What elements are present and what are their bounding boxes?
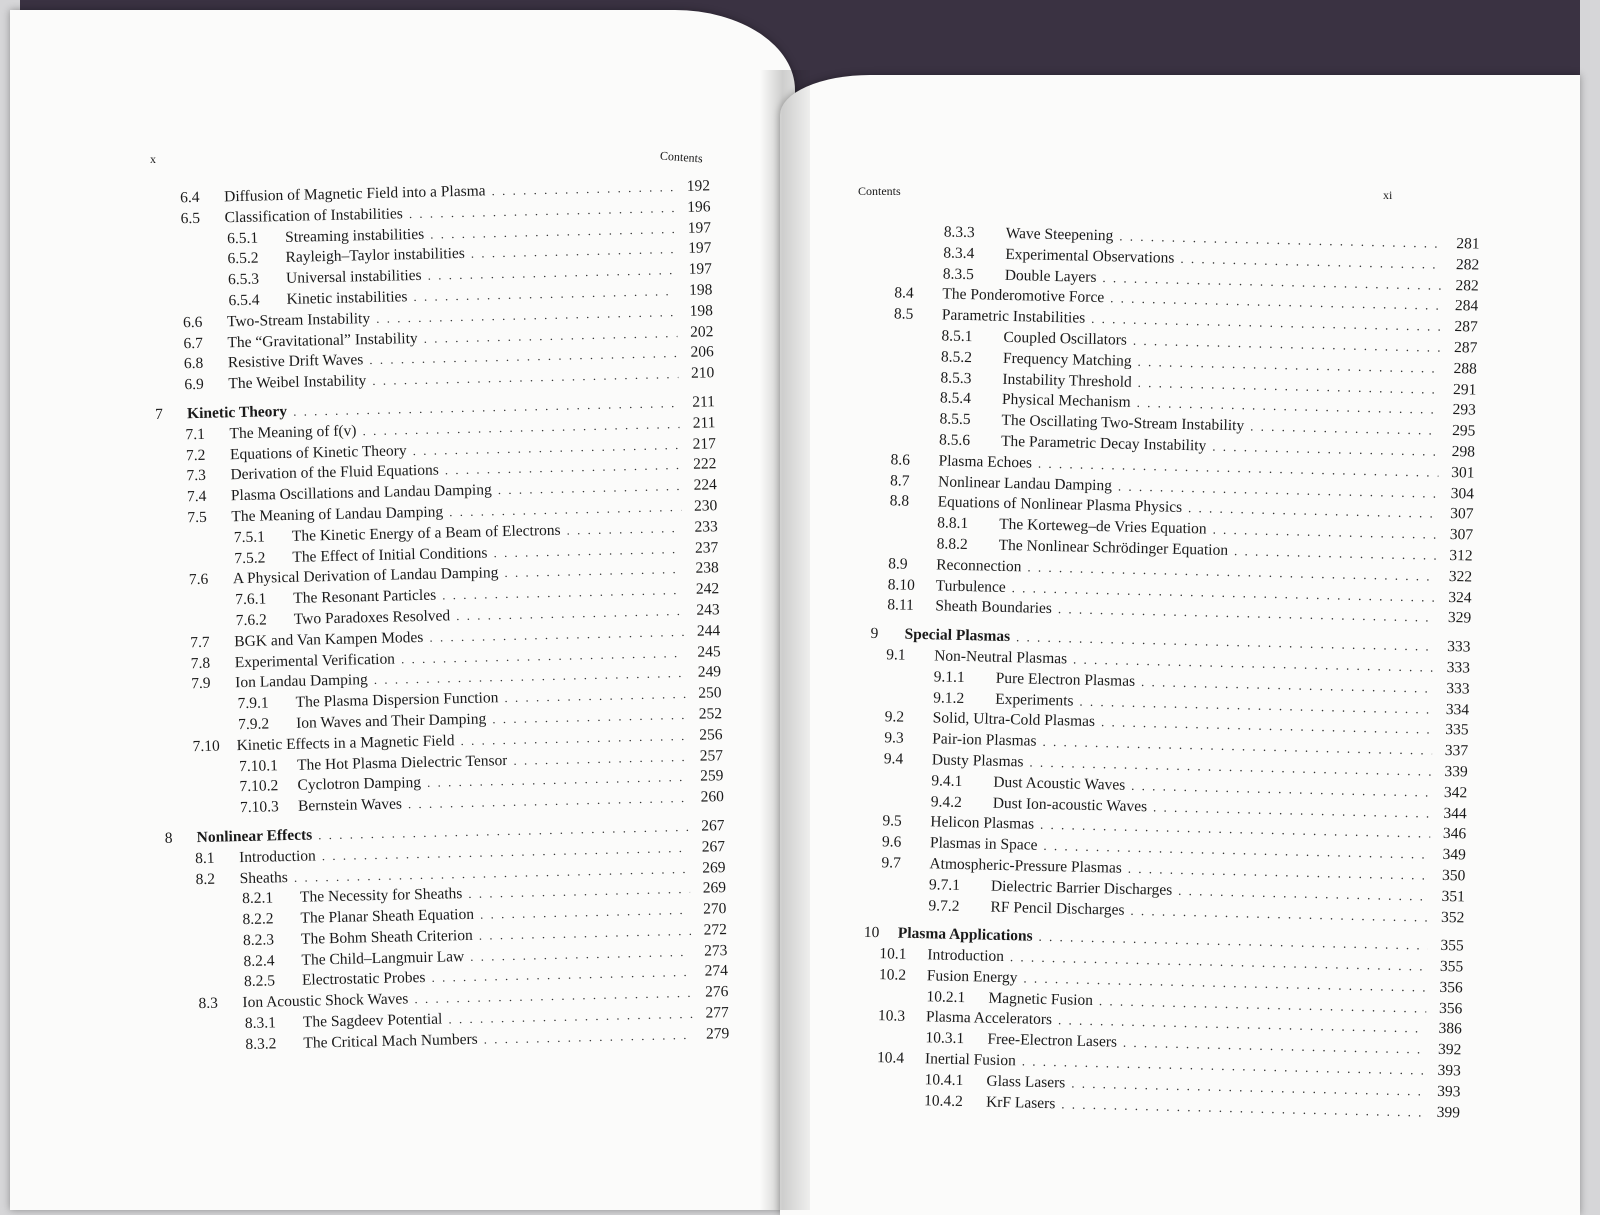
dot-leader xyxy=(1178,883,1429,905)
toc-number: 6.8 xyxy=(183,355,204,373)
toc-number: 6.6 xyxy=(182,313,203,332)
toc-page-number: 196 xyxy=(687,198,711,216)
right-running-head: Contents xyxy=(858,184,901,198)
toc-number: 8 xyxy=(164,829,173,847)
left-running-head: Contents xyxy=(659,148,704,166)
toc-title: The Resonant Particles xyxy=(293,586,437,607)
toc-number: 6.4 xyxy=(179,188,200,207)
toc-title: The Kinetic Energy of a Beam of Electrons xyxy=(291,521,561,545)
toc-number: 6.5.2 xyxy=(227,249,259,268)
toc-number: 9.6 xyxy=(881,833,902,851)
toc-title: The Korteweg–de Vries Equation xyxy=(998,515,1207,538)
toc-page-number: 257 xyxy=(699,746,724,765)
dot-leader xyxy=(431,964,692,986)
toc-page-number: 282 xyxy=(1455,255,1480,274)
toc-number: 6.5.1 xyxy=(226,229,259,247)
dot-leader xyxy=(470,944,692,965)
toc-page-number: 233 xyxy=(694,517,718,536)
toc-page-number: 355 xyxy=(1439,957,1464,976)
toc-title: The Ponderomotive Force xyxy=(942,285,1105,307)
toc-page-number: 272 xyxy=(703,920,728,939)
toc-number: 10.2.1 xyxy=(926,987,966,1006)
toc-number: 10.2 xyxy=(878,966,907,984)
toc-number: 8.3.2 xyxy=(245,1035,277,1053)
toc-page-number: 293 xyxy=(1452,401,1477,419)
dot-leader xyxy=(491,179,674,199)
toc-title: The Plasma Dispersion Function xyxy=(295,689,499,711)
toc-number: 10 xyxy=(863,924,880,942)
dot-leader xyxy=(413,283,676,305)
toc-number: 9.4.2 xyxy=(930,792,963,811)
toc-page-number: 211 xyxy=(692,393,716,411)
toc-page-number: 322 xyxy=(1448,567,1473,586)
toc-page-number: 282 xyxy=(1455,276,1479,295)
toc-number: 10.3.1 xyxy=(925,1029,965,1048)
toc-title: Dust Ion-acoustic Waves xyxy=(992,794,1148,815)
toc-page-number: 279 xyxy=(705,1024,730,1043)
toc-page-number: 329 xyxy=(1447,609,1472,627)
dot-leader xyxy=(1250,419,1440,439)
dot-leader xyxy=(471,241,676,262)
toc-page-number: 284 xyxy=(1454,297,1479,315)
toc-page-number: 339 xyxy=(1444,762,1468,781)
toc-number: 10.4 xyxy=(876,1049,905,1067)
toc-number: 8.5 xyxy=(893,305,914,323)
toc-page-number: 217 xyxy=(692,434,717,453)
toc-page-number: 333 xyxy=(1446,679,1470,698)
toc-title: Introduction xyxy=(927,946,1005,966)
toc-title: The Meaning of f(v) xyxy=(229,422,357,443)
dot-leader xyxy=(430,221,675,243)
toc-page-number: 237 xyxy=(694,538,719,557)
toc-page-number: 392 xyxy=(1437,1041,1462,1059)
toc-page-number: 273 xyxy=(703,941,728,960)
toc-title: Sheath Boundaries xyxy=(935,597,1053,618)
dot-leader xyxy=(566,520,682,539)
toc-title: Plasma Accelerators xyxy=(925,1008,1053,1029)
toc-page-number: 197 xyxy=(687,218,712,237)
toc-number: 6.5 xyxy=(180,209,201,228)
toc-title: Classification of Instabilities xyxy=(224,205,404,227)
toc-title: Streaming instabilities xyxy=(284,225,425,246)
toc-page-number: 249 xyxy=(697,663,722,682)
toc-title: Equations of Kinetic Theory xyxy=(229,441,407,463)
toc-title: Plasma Applications xyxy=(897,924,1033,945)
toc-number: 9.4 xyxy=(883,750,904,768)
toc-number: 7.9 xyxy=(191,675,211,693)
toc-number: 7.6.1 xyxy=(235,590,267,609)
toc-title: Pair-ion Plasmas xyxy=(932,730,1037,750)
dot-leader xyxy=(442,582,683,603)
toc-number: 8.11 xyxy=(887,596,915,615)
toc-number: 8.2.4 xyxy=(243,952,275,970)
toc-number: 8.9 xyxy=(888,555,908,573)
toc-title: Free-Electron Lasers xyxy=(987,1030,1118,1051)
toc-title: Wave Steepening xyxy=(1005,224,1114,245)
toc-title: Experiments xyxy=(995,690,1074,710)
dot-leader xyxy=(480,902,691,923)
toc-page-number: 287 xyxy=(1454,318,1478,336)
toc-page-number: 288 xyxy=(1453,359,1478,378)
toc-page-number: 342 xyxy=(1443,783,1468,802)
toc-number: 7.5 xyxy=(187,508,208,527)
toc-title: Physical Mechanism xyxy=(1001,391,1131,412)
toc-number: 8.8 xyxy=(889,492,910,511)
toc-title: Resistive Drift Waves xyxy=(227,351,364,372)
toc-page-number: 333 xyxy=(1446,658,1471,677)
toc-number: 7.7 xyxy=(190,633,210,651)
toc-number: 9.7 xyxy=(881,854,902,872)
toc-page-number: 198 xyxy=(688,281,713,299)
toc-number: 6.7 xyxy=(183,334,204,352)
toc-number: 7.10.2 xyxy=(239,777,279,796)
toc-title: Instability Threshold xyxy=(1002,370,1132,391)
toc-page-number: 355 xyxy=(1440,937,1464,955)
toc-title: Experimental Verification xyxy=(234,650,396,671)
toc-page-number: 350 xyxy=(1441,866,1466,885)
dot-leader xyxy=(513,748,687,768)
toc-page-number: 243 xyxy=(696,601,720,619)
dot-leader xyxy=(448,1006,693,1028)
toc-title: Introduction xyxy=(238,847,316,866)
toc-page-number: 344 xyxy=(1443,804,1467,822)
toc-number: 8.3.1 xyxy=(244,1014,277,1033)
toc-title: Dust Acoustic Waves xyxy=(993,773,1126,794)
dot-leader xyxy=(412,437,680,459)
toc-title: Glass Lasers xyxy=(986,1072,1066,1092)
toc-title: Dusty Plasmas xyxy=(931,751,1024,771)
toc-number: 8.2.1 xyxy=(241,889,274,908)
toc-number: 8.5.3 xyxy=(940,368,972,387)
dot-leader xyxy=(429,624,684,646)
dot-leader xyxy=(424,325,678,347)
book-gutter xyxy=(760,70,810,1210)
toc-number: 8.4 xyxy=(894,284,914,303)
toc-title: Atmospheric-Pressure Plasmas xyxy=(929,855,1123,877)
toc-page-number: 244 xyxy=(696,621,721,640)
toc-title: Sheaths xyxy=(239,868,289,887)
toc-page-number: 197 xyxy=(688,260,713,278)
toc-title: Helicon Plasmas xyxy=(930,813,1035,833)
toc-number: 8.8.1 xyxy=(936,514,969,533)
toc-title: Pure Electron Plasmas xyxy=(995,669,1136,690)
toc-number: 9.7.1 xyxy=(928,875,961,894)
toc-number: 7.5.2 xyxy=(234,549,266,567)
toc-number: 8.2 xyxy=(195,870,216,888)
left-toc xyxy=(150,177,730,1058)
dot-leader xyxy=(504,561,683,581)
dot-leader xyxy=(504,686,686,706)
toc-number: 6.5.4 xyxy=(228,291,260,310)
toc-number: 8.3.5 xyxy=(942,265,975,283)
toc-title: RF Pencil Discharges xyxy=(990,898,1125,919)
toc-number: 8.5.1 xyxy=(941,327,973,346)
dot-leader xyxy=(1212,439,1439,460)
toc-page-number: 307 xyxy=(1449,526,1474,544)
toc-title: Equations of Nonlinear Plasma Physics xyxy=(937,493,1183,517)
toc-page-number: 351 xyxy=(1441,887,1466,906)
toc-page-number: 304 xyxy=(1450,484,1475,503)
toc-page-number: 295 xyxy=(1451,422,1476,440)
toc-title: A Physical Derivation of Landau Damping xyxy=(232,564,499,588)
toc-number: 7.9.1 xyxy=(237,694,269,713)
toc-title: Experimental Observations xyxy=(1005,245,1175,267)
toc-title: Kinetic Theory xyxy=(186,402,288,423)
toc-page-number: 287 xyxy=(1453,339,1478,357)
toc-title: The Parametric Decay Instability xyxy=(1000,432,1207,455)
toc-page-number: 211 xyxy=(692,413,716,432)
toc-title: Kinetic Effects in a Magnetic Field xyxy=(236,731,455,754)
toc-title: The “Gravitational” Instability xyxy=(227,329,418,351)
toc-title: The Nonlinear Schrödinger Equation xyxy=(998,536,1229,559)
dot-leader xyxy=(493,541,682,561)
toc-title: Two Paradoxes Resolved xyxy=(293,607,451,628)
toc-page-number: 356 xyxy=(1439,978,1463,997)
dot-leader xyxy=(484,1027,694,1048)
toc-page-number: 393 xyxy=(1436,1082,1461,1101)
toc-number: 7 xyxy=(154,405,164,423)
toc-page-number: 210 xyxy=(690,364,715,382)
toc-number: 9.1 xyxy=(885,646,906,664)
toc-page-number: 238 xyxy=(695,559,719,578)
toc-number: 8.5.6 xyxy=(938,431,971,450)
toc-number: 8.1 xyxy=(194,849,215,867)
toc-page-number: 230 xyxy=(693,497,718,515)
toc-page-number: 222 xyxy=(692,455,717,474)
toc-title: Diffusion of Magnetic Field into a Plasma xyxy=(223,182,486,206)
toc-title: Ion Landau Damping xyxy=(235,671,368,692)
toc-page-number: 198 xyxy=(689,302,714,320)
toc-number: 7.1 xyxy=(185,425,206,444)
toc-page-number: 349 xyxy=(1442,846,1466,864)
toc-title: Fusion Energy xyxy=(926,967,1018,987)
toc-number: 7.8 xyxy=(190,654,211,672)
toc-title: Reconnection xyxy=(936,556,1022,576)
toc-number: 8.2.2 xyxy=(242,910,274,929)
toc-page-number: 356 xyxy=(1438,999,1463,1018)
toc-number: 10.3 xyxy=(877,1007,906,1026)
toc-title: The Oscillating Two-Stream Instability xyxy=(1001,411,1245,435)
toc-number: 10.4.1 xyxy=(924,1071,964,1089)
dot-leader xyxy=(479,923,692,944)
toc-title: Magnetic Fusion xyxy=(988,989,1094,1009)
toc-number: 8.2.5 xyxy=(243,972,276,991)
toc-page-number: 259 xyxy=(700,767,724,785)
toc-page-number: 337 xyxy=(1444,742,1469,760)
dot-leader xyxy=(1188,500,1438,522)
toc-number: 8.5.2 xyxy=(940,348,973,366)
toc-number: 9.7.2 xyxy=(928,896,960,915)
toc-number: 10.4.2 xyxy=(923,1091,964,1110)
toc-title: Frequency Matching xyxy=(1002,349,1132,370)
toc-page-number: 192 xyxy=(686,177,711,195)
dot-leader xyxy=(427,769,688,791)
dot-leader xyxy=(1180,251,1443,273)
toc-title: The Planar Sheath Equation xyxy=(300,905,475,927)
toc-number: 8.3.4 xyxy=(943,244,975,262)
toc-page-number: 252 xyxy=(698,705,723,723)
toc-number: 9.1.2 xyxy=(933,688,965,707)
dot-leader xyxy=(409,200,675,222)
toc-title: Plasmas in Space xyxy=(929,834,1038,854)
toc-title: Parametric Instabilities xyxy=(941,306,1086,327)
toc-number: 7.10.1 xyxy=(238,756,279,775)
toc-number: 7.4 xyxy=(186,487,207,506)
toc-title: Special Plasmas xyxy=(904,625,1011,646)
toc-page-number: 399 xyxy=(1436,1103,1461,1122)
toc-number: 6.5.3 xyxy=(227,270,260,289)
toc-title: Plasma Oscillations and Landau Damping xyxy=(230,481,492,505)
toc-number: 9.5 xyxy=(882,812,902,830)
toc-title: Ion Acoustic Shock Waves xyxy=(242,990,409,1012)
toc-page-number: 260 xyxy=(700,788,725,806)
right-page-number: xi xyxy=(1383,188,1393,202)
dot-leader xyxy=(1234,543,1437,564)
toc-page-number: 270 xyxy=(703,900,727,918)
toc-number: 9 xyxy=(870,625,879,643)
toc-page-number: 276 xyxy=(704,983,729,1001)
toc-page-number: 334 xyxy=(1445,700,1470,719)
toc-page-number: 333 xyxy=(1447,638,1471,656)
toc-number: 10.1 xyxy=(879,945,907,963)
toc-number: 7.3 xyxy=(186,467,207,485)
toc-page-number: 250 xyxy=(698,684,722,702)
dot-leader xyxy=(492,707,686,727)
toc-title: Nonlinear Landau Damping xyxy=(937,472,1113,494)
toc-title: Ion Waves and Their Damping xyxy=(295,710,487,732)
toc-title: The Critical Mach Numbers xyxy=(303,1030,478,1052)
toc-title: Universal instabilities xyxy=(285,267,422,288)
toc-title: Coupled Oscillators xyxy=(1003,328,1128,349)
dot-leader xyxy=(468,881,690,902)
toc-title: Double Layers xyxy=(1004,266,1097,286)
toc-number: 7.6 xyxy=(188,571,209,589)
toc-page-number: 206 xyxy=(690,343,715,362)
toc-page-number: 324 xyxy=(1448,588,1472,607)
toc-number: 7.5.1 xyxy=(233,528,266,546)
toc-number: 8.6 xyxy=(890,451,911,469)
toc-page-number: 335 xyxy=(1445,721,1469,739)
toc-page-number: 197 xyxy=(688,239,712,258)
right-toc xyxy=(860,222,1480,1125)
toc-number: 8.10 xyxy=(887,575,916,594)
toc-title: The Child–Langmuir Law xyxy=(301,947,465,969)
toc-title: The Meaning of Landau Damping xyxy=(231,503,444,526)
dot-leader xyxy=(1212,522,1437,543)
toc-title: BGK and Van Kampen Modes xyxy=(234,628,424,650)
toc-page-number: 386 xyxy=(1438,1020,1463,1038)
toc-number: 8.3.3 xyxy=(943,223,975,242)
toc-number: 8.3 xyxy=(198,994,219,1013)
toc-page-number: 277 xyxy=(705,1004,730,1022)
toc-page-number: 301 xyxy=(1451,463,1475,482)
toc-number: 8.7 xyxy=(889,471,910,490)
dot-leader xyxy=(449,499,682,520)
toc-title: KrF Lasers xyxy=(985,1093,1056,1112)
toc-page-number: 224 xyxy=(693,476,718,494)
left-page-number: x xyxy=(150,152,156,166)
toc-number: 6.9 xyxy=(184,376,204,394)
dot-leader xyxy=(456,603,684,624)
toc-title: Cyclotron Damping xyxy=(297,774,422,795)
toc-title: Rayleigh–Taylor instabilities xyxy=(285,245,466,267)
toc-page-number: 291 xyxy=(1452,380,1477,399)
toc-title: Electrostatic Probes xyxy=(301,969,426,990)
toc-title: The Hot Plasma Dielectric Tensor xyxy=(296,751,508,774)
toc-number: 8.5.4 xyxy=(939,389,972,408)
toc-number: 9.3 xyxy=(884,729,904,747)
toc-title: Bernstein Waves xyxy=(297,795,403,815)
toc-number: 7.2 xyxy=(185,446,206,464)
toc-number: 7.9.2 xyxy=(237,715,270,734)
toc-page-number: 393 xyxy=(1437,1061,1462,1080)
toc-page-number: 202 xyxy=(689,322,714,341)
toc-number: 7.10 xyxy=(192,737,220,755)
toc-page-number: 281 xyxy=(1456,235,1480,253)
toc-page-number: 267 xyxy=(701,837,726,856)
dot-leader xyxy=(427,262,676,284)
dot-leader xyxy=(498,478,681,498)
toc-title: Derivation of the Fluid Equations xyxy=(230,461,439,484)
toc-title: The Effect of Initial Conditions xyxy=(292,543,488,566)
toc-page-number: 256 xyxy=(699,725,723,744)
toc-number: 8.8.2 xyxy=(936,535,968,554)
toc-page-number: 352 xyxy=(1440,908,1465,926)
toc-number: 9.1.1 xyxy=(933,668,965,686)
toc-title: Kinetic instabilities xyxy=(286,288,408,308)
toc-title: Two-Stream Instability xyxy=(226,309,371,331)
toc-page-number: 269 xyxy=(702,858,726,877)
toc-page-number: 312 xyxy=(1449,546,1473,565)
toc-title: Dielectric Barrier Discharges xyxy=(990,877,1173,899)
toc-page-number: 274 xyxy=(704,962,729,981)
toc-title: Turbulence xyxy=(935,576,1006,596)
toc-number: 9.4.1 xyxy=(931,772,963,790)
toc-title: Solid, Ultra-Cold Plasmas xyxy=(932,709,1096,731)
toc-page-number: 269 xyxy=(702,879,727,897)
toc-number: 7.10.3 xyxy=(239,798,279,817)
toc-title: Plasma Echoes xyxy=(938,452,1033,472)
toc-page-number: 307 xyxy=(1450,505,1474,523)
toc-number: 9.2 xyxy=(884,708,905,727)
toc-number: 8.2.3 xyxy=(242,931,275,949)
dot-leader xyxy=(445,457,681,478)
toc-title: The Sagdeev Potential xyxy=(302,1010,443,1031)
toc-page-number: 298 xyxy=(1451,443,1476,461)
toc-title: Non-Neutral Plasmas xyxy=(933,647,1068,668)
dot-leader xyxy=(460,728,686,749)
toc-page-number: 245 xyxy=(697,642,721,661)
toc-number: 8.5.5 xyxy=(939,410,971,429)
toc-number: 7.6.2 xyxy=(235,611,267,630)
toc-page-number: 242 xyxy=(695,580,720,598)
toc-page-number: 267 xyxy=(701,817,725,835)
toc-title: Nonlinear Effects xyxy=(196,826,313,847)
toc-title: Inertial Fusion xyxy=(924,1050,1017,1070)
toc-title: The Weibel Instability xyxy=(228,372,367,393)
toc-title: The Necessity for Sheaths xyxy=(299,885,463,907)
toc-page-number: 346 xyxy=(1442,825,1467,843)
toc-title: The Bohm Sheath Criterion xyxy=(300,926,473,948)
